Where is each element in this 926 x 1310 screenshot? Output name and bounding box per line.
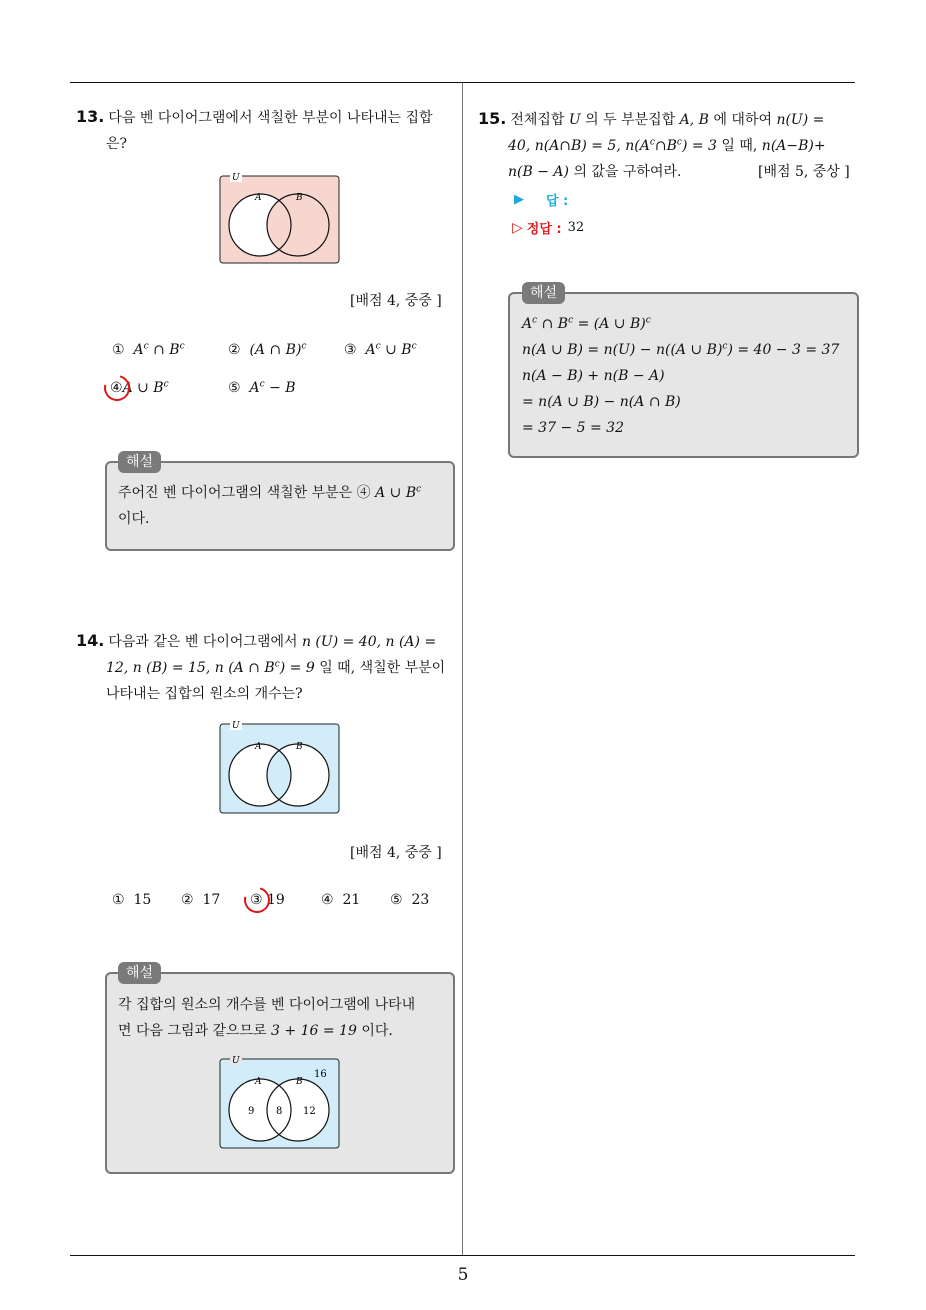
q13-score: [배점 4, 중중 ] bbox=[350, 293, 442, 309]
q14-choice-4[interactable]: ④ 21 bbox=[321, 892, 361, 908]
q13-stem bbox=[76, 104, 456, 157]
q13-choice-5[interactable]: ⑤ $A^c - B$ bbox=[228, 379, 296, 396]
q14-solution-venn-label-b: B bbox=[296, 1077, 303, 1087]
q14-score: [배점 4, 중중 ] bbox=[350, 845, 442, 861]
q13-number: 13. bbox=[76, 107, 105, 126]
q13-choice-4[interactable]: ④A ∪ $B^c$ bbox=[110, 379, 169, 396]
q14-venn-label-a: A bbox=[255, 742, 262, 752]
q15-correct-row bbox=[512, 218, 584, 237]
q14-venn-label-b: B bbox=[296, 742, 303, 752]
q14-solution-venn bbox=[218, 1053, 342, 1151]
q13-solution-tag: 해설 bbox=[118, 451, 161, 473]
q14-stem: 14. 다음과 같은 벤 다이어그램에서 n (U) = 40, n (A) = 12, n (B) = 15, n (A ∩ $B^c) = 9$ 일 때, 색칠한 부분이 나타내는 집합의 원소의 개수는? bbox=[76, 631, 446, 702]
q15-score: [배점 5, 중상 ] bbox=[758, 164, 850, 180]
q13-choice-2[interactable]: ② (A ∩ B)$^c$ bbox=[228, 341, 307, 358]
q15-answer-row bbox=[514, 190, 568, 209]
q14-choice-1[interactable]: ① 15 bbox=[112, 892, 152, 908]
q15-correct-value: 32 bbox=[567, 220, 585, 235]
q14-solution-venn-b-only: 12 bbox=[303, 1106, 316, 1117]
q14-answer-mark bbox=[239, 882, 275, 918]
q13-venn-label-b: B bbox=[296, 193, 303, 203]
q14-number: 14. bbox=[76, 631, 105, 650]
q14-choice-5[interactable]: ⑤ 23 bbox=[390, 892, 430, 908]
hollow-arrow-icon: ▷ bbox=[512, 219, 523, 236]
q14-solution-text: 각 집합의 원소의 개수를 벤 다이어그램에 나타내 면 다음 그림과 같으므로 3 + 16 = 19 이다. bbox=[118, 997, 416, 1039]
q15-number: 15. bbox=[478, 109, 507, 128]
q13-venn-diagram bbox=[218, 170, 342, 266]
q14-solution-venn-outside: 16 bbox=[314, 1069, 327, 1080]
q14-venn-diagram bbox=[218, 718, 342, 816]
q14-venn-label-u: U bbox=[232, 721, 240, 731]
q15-correct-label: 정답 : bbox=[526, 222, 562, 237]
q14-solution-venn-label-a: A bbox=[255, 1077, 262, 1087]
q14-choice-2[interactable]: ② 17 bbox=[181, 892, 221, 908]
q14-solution-venn-a-only: 9 bbox=[248, 1106, 255, 1117]
q14-choice-3[interactable]: ③ 19 bbox=[250, 892, 285, 908]
q13-venn-label-u: U bbox=[232, 173, 240, 183]
q14-solution-venn-label-u: U bbox=[232, 1056, 240, 1066]
q13-venn-label-a: A bbox=[255, 193, 262, 203]
q15-answer-label: 답 : bbox=[546, 194, 569, 209]
q14-solution-venn-both: 8 bbox=[276, 1106, 283, 1117]
column-divider bbox=[462, 83, 463, 1255]
q13-line2: 은? bbox=[106, 136, 128, 152]
page-number: 5 bbox=[457, 1265, 469, 1285]
q14-solution-tag: 해설 bbox=[118, 962, 161, 984]
play-arrow-icon: ▶ bbox=[514, 192, 524, 207]
q13-solution-text: 주어진 벤 다이어그램의 색칠한 부분은 ④ A ∪ $B^c$ 이다. bbox=[118, 484, 422, 527]
q13-choice-3[interactable]: ③ $A^c$ ∪ $B^c$ bbox=[344, 341, 417, 358]
q15-solution-text: $A^c$ ∩ $B^c = (A$ ∪ B)$^c$ n(A ∪ B) = n(U) − n((A ∪ B)$^c$) = 40 − 3 = 37 n(A − B) + n(B − A) = n(A ∪ B) − n(A ∩ B) = 37 − 5 = 32 bbox=[522, 315, 840, 436]
q13-line1: 다음 벤 다이어그램에서 색칠한 부분이 나타내는 집합 bbox=[108, 110, 433, 126]
bottom-rule bbox=[70, 1255, 855, 1256]
q15-solution-tag: 해설 bbox=[522, 282, 565, 304]
q13-answer-mark bbox=[99, 370, 135, 406]
q13-choice-1[interactable]: ① $A^c$ ∩ $B^c$ bbox=[112, 341, 185, 358]
q15-stem: 15. 전체집합 U 의 두 부분집합 A, B 에 대하여 n(U) = 40, n(A∩B) = 5, $n(A^c\cap B^c) = 3$ 일 때, n(A−B)+ n(B − A) 의 값을 구하여라. bbox=[478, 109, 826, 180]
